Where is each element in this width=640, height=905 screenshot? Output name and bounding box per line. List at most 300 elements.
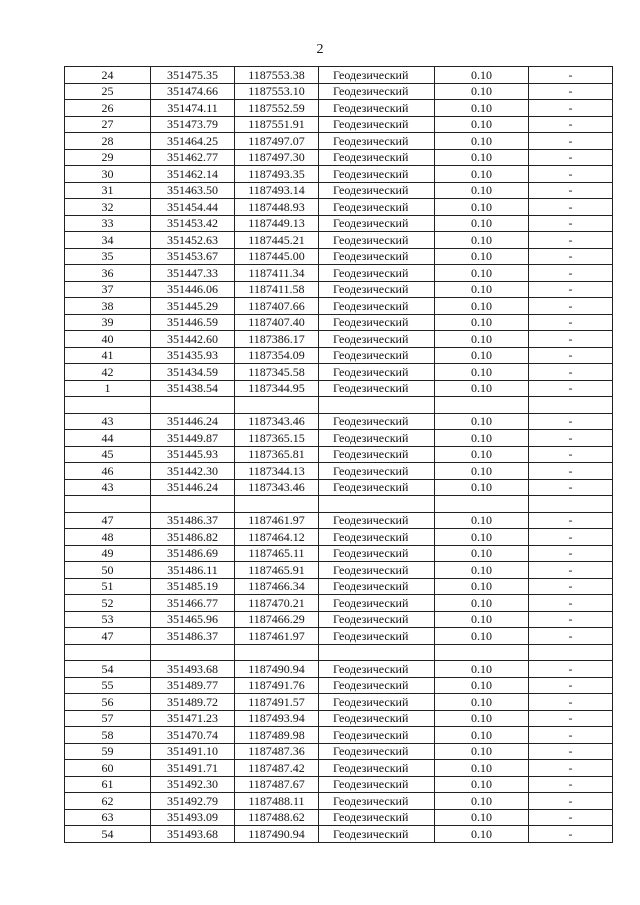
table-row bbox=[65, 281, 613, 298]
accuracy-cell: 0.10 bbox=[435, 364, 529, 381]
x-coordinate-cell: 351470.74 bbox=[151, 727, 235, 744]
method-cell: Геодезический bbox=[319, 166, 435, 183]
table-row bbox=[65, 298, 613, 315]
point-number-cell: 48 bbox=[65, 529, 151, 546]
note-cell: - bbox=[529, 776, 613, 793]
separator-row bbox=[65, 397, 613, 414]
accuracy-cell: 0.10 bbox=[435, 776, 529, 793]
method-cell: Геодезический bbox=[319, 628, 435, 645]
table-row bbox=[65, 413, 613, 430]
table-row bbox=[65, 694, 613, 711]
accuracy-cell: 0.10 bbox=[435, 100, 529, 117]
x-coordinate-cell: 351434.59 bbox=[151, 364, 235, 381]
x-coordinate-cell: 351452.63 bbox=[151, 232, 235, 249]
note-cell: - bbox=[529, 298, 613, 315]
method-cell: Геодезический bbox=[319, 595, 435, 612]
note-cell: - bbox=[529, 479, 613, 496]
point-number-cell: 32 bbox=[65, 199, 151, 216]
y-coordinate-cell: 1187553.38 bbox=[235, 67, 319, 84]
note-cell: - bbox=[529, 281, 613, 298]
accuracy-cell: 0.10 bbox=[435, 628, 529, 645]
method-cell: Геодезический bbox=[319, 199, 435, 216]
method-cell: Геодезический bbox=[319, 677, 435, 694]
method-cell: Геодезический bbox=[319, 463, 435, 480]
point-number-cell: 37 bbox=[65, 281, 151, 298]
note-cell: - bbox=[529, 578, 613, 595]
x-coordinate-cell: 351464.25 bbox=[151, 133, 235, 150]
note-cell: - bbox=[529, 562, 613, 579]
empty-cell bbox=[529, 644, 613, 661]
empty-cell bbox=[65, 496, 151, 513]
note-cell: - bbox=[529, 446, 613, 463]
separator-row bbox=[65, 496, 613, 513]
point-number-cell: 54 bbox=[65, 826, 151, 843]
point-number-cell: 26 bbox=[65, 100, 151, 117]
note-cell: - bbox=[529, 743, 613, 760]
point-number-cell: 54 bbox=[65, 661, 151, 678]
accuracy-cell: 0.10 bbox=[435, 281, 529, 298]
point-number-cell: 43 bbox=[65, 479, 151, 496]
x-coordinate-cell: 351489.72 bbox=[151, 694, 235, 711]
y-coordinate-cell: 1187490.94 bbox=[235, 661, 319, 678]
accuracy-cell: 0.10 bbox=[435, 380, 529, 397]
y-coordinate-cell: 1187493.14 bbox=[235, 182, 319, 199]
accuracy-cell: 0.10 bbox=[435, 677, 529, 694]
method-cell: Геодезический bbox=[319, 826, 435, 843]
y-coordinate-cell: 1187466.29 bbox=[235, 611, 319, 628]
table-row bbox=[65, 826, 613, 843]
table-row bbox=[65, 67, 613, 84]
note-cell: - bbox=[529, 265, 613, 282]
accuracy-cell: 0.10 bbox=[435, 512, 529, 529]
note-cell: - bbox=[529, 413, 613, 430]
note-cell: - bbox=[529, 611, 613, 628]
table-row bbox=[65, 446, 613, 463]
method-cell: Геодезический bbox=[319, 100, 435, 117]
accuracy-cell: 0.10 bbox=[435, 529, 529, 546]
note-cell: - bbox=[529, 826, 613, 843]
point-number-cell: 42 bbox=[65, 364, 151, 381]
note-cell: - bbox=[529, 364, 613, 381]
y-coordinate-cell: 1187497.07 bbox=[235, 133, 319, 150]
empty-cell bbox=[151, 496, 235, 513]
note-cell: - bbox=[529, 727, 613, 744]
method-cell: Геодезический bbox=[319, 479, 435, 496]
table-row bbox=[65, 710, 613, 727]
empty-cell bbox=[529, 397, 613, 414]
method-cell: Геодезический bbox=[319, 83, 435, 100]
point-number-cell: 35 bbox=[65, 248, 151, 265]
table-row bbox=[65, 776, 613, 793]
method-cell: Геодезический bbox=[319, 314, 435, 331]
y-coordinate-cell: 1187445.21 bbox=[235, 232, 319, 249]
x-coordinate-cell: 351453.67 bbox=[151, 248, 235, 265]
table-row bbox=[65, 248, 613, 265]
point-number-cell: 44 bbox=[65, 430, 151, 447]
y-coordinate-cell: 1187407.66 bbox=[235, 298, 319, 315]
y-coordinate-cell: 1187487.67 bbox=[235, 776, 319, 793]
y-coordinate-cell: 1187343.46 bbox=[235, 479, 319, 496]
table-row bbox=[65, 809, 613, 826]
point-number-cell: 38 bbox=[65, 298, 151, 315]
method-cell: Геодезический bbox=[319, 232, 435, 249]
note-cell: - bbox=[529, 232, 613, 249]
empty-cell bbox=[151, 644, 235, 661]
note-cell: - bbox=[529, 512, 613, 529]
x-coordinate-cell: 351486.69 bbox=[151, 545, 235, 562]
method-cell: Геодезический bbox=[319, 578, 435, 595]
note-cell: - bbox=[529, 628, 613, 645]
x-coordinate-cell: 351438.54 bbox=[151, 380, 235, 397]
note-cell: - bbox=[529, 166, 613, 183]
table-row bbox=[65, 727, 613, 744]
method-cell: Геодезический bbox=[319, 743, 435, 760]
y-coordinate-cell: 1187343.46 bbox=[235, 413, 319, 430]
x-coordinate-cell: 351454.44 bbox=[151, 199, 235, 216]
table-row bbox=[65, 661, 613, 678]
accuracy-cell: 0.10 bbox=[435, 116, 529, 133]
empty-cell bbox=[235, 644, 319, 661]
table-row bbox=[65, 116, 613, 133]
x-coordinate-cell: 351493.68 bbox=[151, 826, 235, 843]
note-cell: - bbox=[529, 760, 613, 777]
y-coordinate-cell: 1187491.57 bbox=[235, 694, 319, 711]
note-cell: - bbox=[529, 215, 613, 232]
table-row bbox=[65, 83, 613, 100]
empty-cell bbox=[235, 496, 319, 513]
method-cell: Геодезический bbox=[319, 793, 435, 810]
point-number-cell: 55 bbox=[65, 677, 151, 694]
method-cell: Геодезический bbox=[319, 694, 435, 711]
table-row bbox=[65, 463, 613, 480]
table-row bbox=[65, 232, 613, 249]
y-coordinate-cell: 1187489.98 bbox=[235, 727, 319, 744]
table-row bbox=[65, 215, 613, 232]
y-coordinate-cell: 1187465.91 bbox=[235, 562, 319, 579]
point-number-cell: 34 bbox=[65, 232, 151, 249]
y-coordinate-cell: 1187553.10 bbox=[235, 83, 319, 100]
point-number-cell: 57 bbox=[65, 710, 151, 727]
point-number-cell: 50 bbox=[65, 562, 151, 579]
method-cell: Геодезический bbox=[319, 760, 435, 777]
point-number-cell: 49 bbox=[65, 545, 151, 562]
method-cell: Геодезический bbox=[319, 364, 435, 381]
empty-cell bbox=[65, 644, 151, 661]
x-coordinate-cell: 351462.14 bbox=[151, 166, 235, 183]
x-coordinate-cell: 351445.29 bbox=[151, 298, 235, 315]
point-number-cell: 30 bbox=[65, 166, 151, 183]
note-cell: - bbox=[529, 463, 613, 480]
method-cell: Геодезический bbox=[319, 265, 435, 282]
x-coordinate-cell: 351446.24 bbox=[151, 413, 235, 430]
table-row bbox=[65, 133, 613, 150]
method-cell: Геодезический bbox=[319, 331, 435, 348]
note-cell: - bbox=[529, 100, 613, 117]
accuracy-cell: 0.10 bbox=[435, 760, 529, 777]
point-number-cell: 59 bbox=[65, 743, 151, 760]
x-coordinate-cell: 351453.42 bbox=[151, 215, 235, 232]
y-coordinate-cell: 1187445.00 bbox=[235, 248, 319, 265]
point-number-cell: 45 bbox=[65, 446, 151, 463]
x-coordinate-cell: 351492.30 bbox=[151, 776, 235, 793]
method-cell: Геодезический bbox=[319, 611, 435, 628]
page-number: 2 bbox=[316, 42, 324, 57]
point-number-cell: 52 bbox=[65, 595, 151, 612]
accuracy-cell: 0.10 bbox=[435, 298, 529, 315]
point-number-cell: 24 bbox=[65, 67, 151, 84]
table-row bbox=[65, 562, 613, 579]
table-row bbox=[65, 331, 613, 348]
method-cell: Геодезический bbox=[319, 562, 435, 579]
accuracy-cell: 0.10 bbox=[435, 83, 529, 100]
y-coordinate-cell: 1187407.40 bbox=[235, 314, 319, 331]
x-coordinate-cell: 351449.87 bbox=[151, 430, 235, 447]
point-number-cell: 58 bbox=[65, 727, 151, 744]
point-number-cell: 29 bbox=[65, 149, 151, 166]
method-cell: Геодезический bbox=[319, 116, 435, 133]
table-row bbox=[65, 364, 613, 381]
point-number-cell: 62 bbox=[65, 793, 151, 810]
empty-cell bbox=[435, 644, 529, 661]
y-coordinate-cell: 1187464.12 bbox=[235, 529, 319, 546]
empty-cell bbox=[435, 397, 529, 414]
table-row bbox=[65, 793, 613, 810]
y-coordinate-cell: 1187461.97 bbox=[235, 512, 319, 529]
y-coordinate-cell: 1187493.94 bbox=[235, 710, 319, 727]
x-coordinate-cell: 351493.68 bbox=[151, 661, 235, 678]
x-coordinate-cell: 351486.82 bbox=[151, 529, 235, 546]
table-row bbox=[65, 347, 613, 364]
x-coordinate-cell: 351465.96 bbox=[151, 611, 235, 628]
accuracy-cell: 0.10 bbox=[435, 413, 529, 430]
table-row bbox=[65, 743, 613, 760]
accuracy-cell: 0.10 bbox=[435, 595, 529, 612]
coordinates-table-body bbox=[65, 67, 613, 843]
method-cell: Геодезический bbox=[319, 182, 435, 199]
point-number-cell: 63 bbox=[65, 809, 151, 826]
method-cell: Геодезический bbox=[319, 413, 435, 430]
table-row bbox=[65, 529, 613, 546]
accuracy-cell: 0.10 bbox=[435, 149, 529, 166]
x-coordinate-cell: 351442.30 bbox=[151, 463, 235, 480]
x-coordinate-cell: 351489.77 bbox=[151, 677, 235, 694]
method-cell: Геодезический bbox=[319, 298, 435, 315]
table-row bbox=[65, 314, 613, 331]
table-row bbox=[65, 760, 613, 777]
table-row bbox=[65, 182, 613, 199]
note-cell: - bbox=[529, 809, 613, 826]
y-coordinate-cell: 1187466.34 bbox=[235, 578, 319, 595]
x-coordinate-cell: 351474.11 bbox=[151, 100, 235, 117]
point-number-cell: 28 bbox=[65, 133, 151, 150]
x-coordinate-cell: 351493.09 bbox=[151, 809, 235, 826]
method-cell: Геодезический bbox=[319, 512, 435, 529]
y-coordinate-cell: 1187344.95 bbox=[235, 380, 319, 397]
table-row bbox=[65, 479, 613, 496]
x-coordinate-cell: 351446.24 bbox=[151, 479, 235, 496]
note-cell: - bbox=[529, 116, 613, 133]
y-coordinate-cell: 1187497.30 bbox=[235, 149, 319, 166]
y-coordinate-cell: 1187344.13 bbox=[235, 463, 319, 480]
x-coordinate-cell: 351473.79 bbox=[151, 116, 235, 133]
empty-cell bbox=[319, 397, 435, 414]
table-row bbox=[65, 578, 613, 595]
accuracy-cell: 0.10 bbox=[435, 562, 529, 579]
note-cell: - bbox=[529, 149, 613, 166]
x-coordinate-cell: 351485.19 bbox=[151, 578, 235, 595]
accuracy-cell: 0.10 bbox=[435, 182, 529, 199]
accuracy-cell: 0.10 bbox=[435, 331, 529, 348]
x-coordinate-cell: 351462.77 bbox=[151, 149, 235, 166]
x-coordinate-cell: 351492.79 bbox=[151, 793, 235, 810]
empty-cell bbox=[529, 496, 613, 513]
x-coordinate-cell: 351466.77 bbox=[151, 595, 235, 612]
table-row bbox=[65, 611, 613, 628]
x-coordinate-cell: 351446.06 bbox=[151, 281, 235, 298]
note-cell: - bbox=[529, 199, 613, 216]
point-number-cell: 51 bbox=[65, 578, 151, 595]
note-cell: - bbox=[529, 529, 613, 546]
accuracy-cell: 0.10 bbox=[435, 793, 529, 810]
note-cell: - bbox=[529, 67, 613, 84]
point-number-cell: 33 bbox=[65, 215, 151, 232]
method-cell: Геодезический bbox=[319, 809, 435, 826]
x-coordinate-cell: 351491.10 bbox=[151, 743, 235, 760]
point-number-cell: 41 bbox=[65, 347, 151, 364]
x-coordinate-cell: 351486.37 bbox=[151, 512, 235, 529]
note-cell: - bbox=[529, 793, 613, 810]
accuracy-cell: 0.10 bbox=[435, 727, 529, 744]
empty-cell bbox=[235, 397, 319, 414]
note-cell: - bbox=[529, 83, 613, 100]
y-coordinate-cell: 1187345.58 bbox=[235, 364, 319, 381]
x-coordinate-cell: 351491.71 bbox=[151, 760, 235, 777]
y-coordinate-cell: 1187365.15 bbox=[235, 430, 319, 447]
note-cell: - bbox=[529, 248, 613, 265]
note-cell: - bbox=[529, 661, 613, 678]
x-coordinate-cell: 351435.93 bbox=[151, 347, 235, 364]
point-number-cell: 43 bbox=[65, 413, 151, 430]
method-cell: Геодезический bbox=[319, 380, 435, 397]
note-cell: - bbox=[529, 331, 613, 348]
y-coordinate-cell: 1187411.34 bbox=[235, 265, 319, 282]
point-number-cell: 39 bbox=[65, 314, 151, 331]
table-row bbox=[65, 595, 613, 612]
y-coordinate-cell: 1187488.11 bbox=[235, 793, 319, 810]
x-coordinate-cell: 351442.60 bbox=[151, 331, 235, 348]
table-row bbox=[65, 100, 613, 117]
y-coordinate-cell: 1187461.97 bbox=[235, 628, 319, 645]
method-cell: Геодезический bbox=[319, 727, 435, 744]
table-row bbox=[65, 199, 613, 216]
point-number-cell: 1 bbox=[65, 380, 151, 397]
method-cell: Геодезический bbox=[319, 545, 435, 562]
table-row bbox=[65, 166, 613, 183]
accuracy-cell: 0.10 bbox=[435, 265, 529, 282]
method-cell: Геодезический bbox=[319, 529, 435, 546]
accuracy-cell: 0.10 bbox=[435, 347, 529, 364]
note-cell: - bbox=[529, 380, 613, 397]
point-number-cell: 61 bbox=[65, 776, 151, 793]
accuracy-cell: 0.10 bbox=[435, 479, 529, 496]
empty-cell bbox=[319, 644, 435, 661]
accuracy-cell: 0.10 bbox=[435, 133, 529, 150]
accuracy-cell: 0.10 bbox=[435, 611, 529, 628]
table-row bbox=[65, 430, 613, 447]
note-cell: - bbox=[529, 595, 613, 612]
point-number-cell: 40 bbox=[65, 331, 151, 348]
note-cell: - bbox=[529, 677, 613, 694]
x-coordinate-cell: 351471.23 bbox=[151, 710, 235, 727]
point-number-cell: 53 bbox=[65, 611, 151, 628]
accuracy-cell: 0.10 bbox=[435, 545, 529, 562]
point-number-cell: 36 bbox=[65, 265, 151, 282]
separator-row bbox=[65, 644, 613, 661]
method-cell: Геодезический bbox=[319, 430, 435, 447]
note-cell: - bbox=[529, 430, 613, 447]
x-coordinate-cell: 351447.33 bbox=[151, 265, 235, 282]
y-coordinate-cell: 1187465.11 bbox=[235, 545, 319, 562]
table-row bbox=[65, 677, 613, 694]
x-coordinate-cell: 351446.59 bbox=[151, 314, 235, 331]
point-number-cell: 27 bbox=[65, 116, 151, 133]
method-cell: Геодезический bbox=[319, 248, 435, 265]
accuracy-cell: 0.10 bbox=[435, 199, 529, 216]
y-coordinate-cell: 1187488.62 bbox=[235, 809, 319, 826]
table-row bbox=[65, 512, 613, 529]
y-coordinate-cell: 1187487.42 bbox=[235, 760, 319, 777]
accuracy-cell: 0.10 bbox=[435, 232, 529, 249]
y-coordinate-cell: 1187449.13 bbox=[235, 215, 319, 232]
point-number-cell: 47 bbox=[65, 628, 151, 645]
x-coordinate-cell: 351486.11 bbox=[151, 562, 235, 579]
y-coordinate-cell: 1187386.17 bbox=[235, 331, 319, 348]
x-coordinate-cell: 351474.66 bbox=[151, 83, 235, 100]
x-coordinate-cell: 351486.37 bbox=[151, 628, 235, 645]
accuracy-cell: 0.10 bbox=[435, 694, 529, 711]
method-cell: Геодезический bbox=[319, 661, 435, 678]
method-cell: Геодезический bbox=[319, 215, 435, 232]
table-row bbox=[65, 149, 613, 166]
accuracy-cell: 0.10 bbox=[435, 826, 529, 843]
point-number-cell: 56 bbox=[65, 694, 151, 711]
point-number-cell: 47 bbox=[65, 512, 151, 529]
empty-cell bbox=[435, 496, 529, 513]
accuracy-cell: 0.10 bbox=[435, 710, 529, 727]
table-row bbox=[65, 265, 613, 282]
table-row bbox=[65, 380, 613, 397]
note-cell: - bbox=[529, 314, 613, 331]
y-coordinate-cell: 1187487.36 bbox=[235, 743, 319, 760]
note-cell: - bbox=[529, 347, 613, 364]
table-row bbox=[65, 545, 613, 562]
y-coordinate-cell: 1187551.91 bbox=[235, 116, 319, 133]
x-coordinate-cell: 351445.93 bbox=[151, 446, 235, 463]
accuracy-cell: 0.10 bbox=[435, 463, 529, 480]
accuracy-cell: 0.10 bbox=[435, 67, 529, 84]
method-cell: Геодезический bbox=[319, 446, 435, 463]
x-coordinate-cell: 351463.50 bbox=[151, 182, 235, 199]
note-cell: - bbox=[529, 694, 613, 711]
accuracy-cell: 0.10 bbox=[435, 215, 529, 232]
y-coordinate-cell: 1187470.21 bbox=[235, 595, 319, 612]
point-number-cell: 25 bbox=[65, 83, 151, 100]
note-cell: - bbox=[529, 133, 613, 150]
method-cell: Геодезический bbox=[319, 133, 435, 150]
accuracy-cell: 0.10 bbox=[435, 446, 529, 463]
x-coordinate-cell: 351475.35 bbox=[151, 67, 235, 84]
accuracy-cell: 0.10 bbox=[435, 743, 529, 760]
